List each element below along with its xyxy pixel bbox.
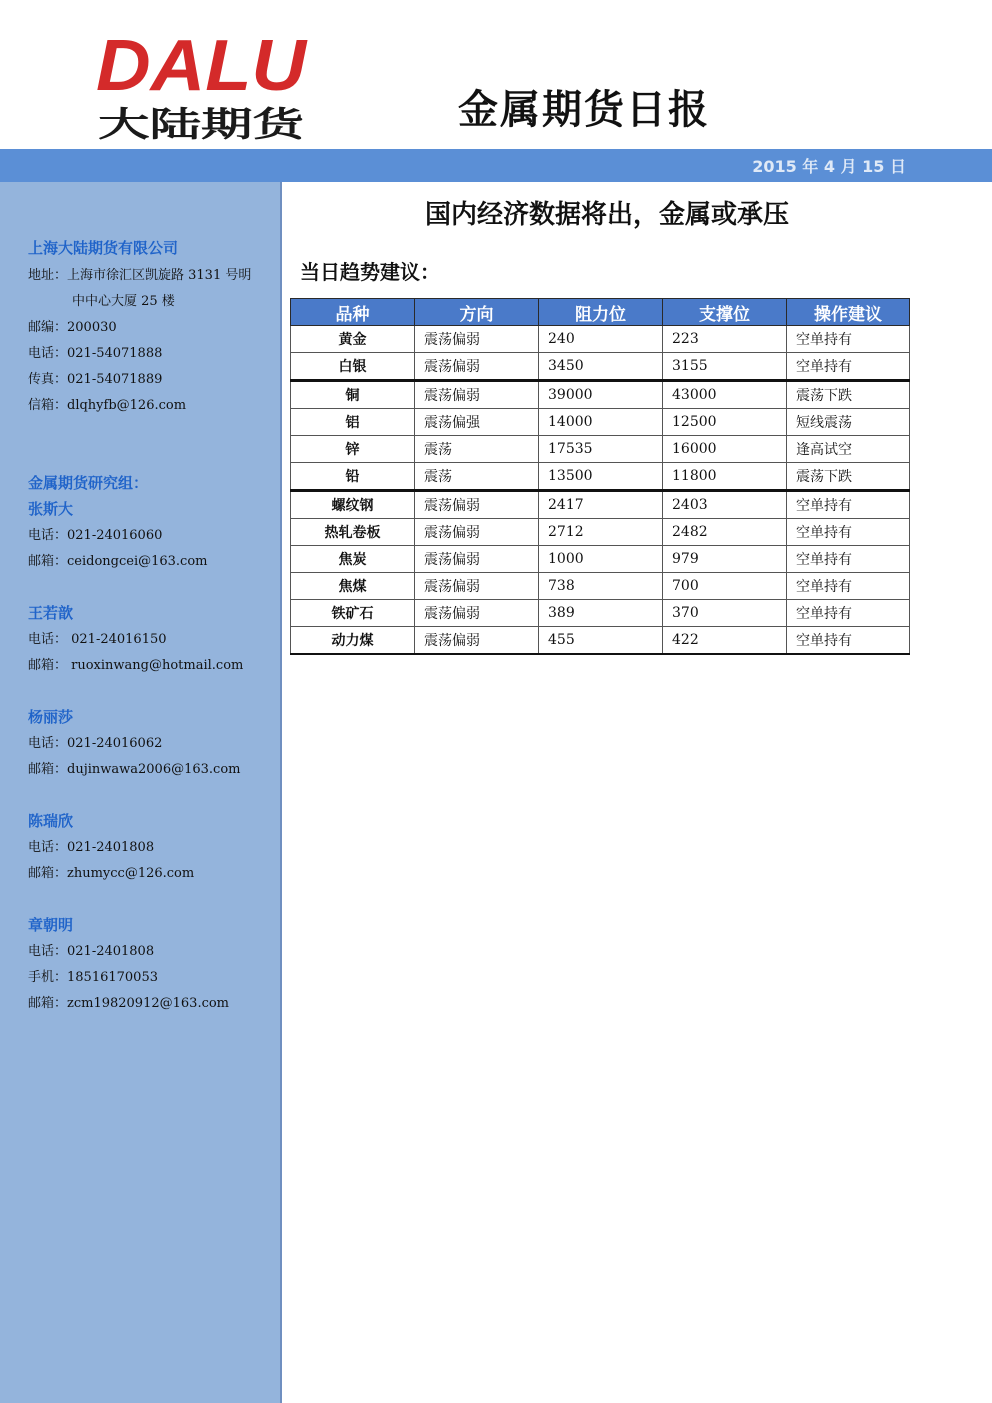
cell-resistance: 13500 [539,463,663,491]
cell-resistance: 2417 [539,491,663,519]
cell-support: 2482 [663,519,787,546]
cell-advice: 空单持有 [787,353,910,381]
cell-support: 370 [663,600,787,627]
cell-support: 11800 [663,463,787,491]
cell-resistance: 738 [539,573,663,600]
cell-direction: 震荡偏弱 [415,381,539,409]
cell-resistance: 14000 [539,409,663,436]
cell-resistance: 39000 [539,381,663,409]
trend-table [290,298,910,655]
cell-advice: 短线震荡 [787,409,910,436]
member-email[interactable]: 邮箱：zcm19820912@163.com [28,996,230,1011]
cell-variety: 黄金 [291,326,415,353]
table-row [291,546,910,573]
cell-support: 223 [663,326,787,353]
table-row [291,573,910,600]
header-advice: 操作建议 [787,299,910,326]
company-name: 上海大陆期货有限公司 [28,239,179,257]
company-logo [94,24,310,142]
member-email[interactable]: 邮箱：zhumycc@126.com [28,866,195,881]
member-name: 陈瑞欣 [28,812,74,830]
cell-advice: 震荡下跌 [787,463,910,491]
cell-variety: 白银 [291,353,415,381]
member-name: 杨丽莎 [28,708,74,726]
cell-variety: 焦煤 [291,573,415,600]
cell-direction: 震荡偏弱 [415,491,539,519]
cell-direction: 震荡 [415,463,539,491]
cell-advice: 空单持有 [787,326,910,353]
cell-variety: 铜 [291,381,415,409]
cell-support: 12500 [663,409,787,436]
cell-direction: 震荡偏弱 [415,326,539,353]
cell-resistance: 2712 [539,519,663,546]
cell-resistance: 3450 [539,353,663,381]
member-phone: 电话：021-24016062 [28,736,163,751]
report-title: 金属期货日报 [458,87,710,133]
member-phone: 电话：021-2401808 [28,840,155,855]
table-row [291,326,910,353]
table-header-row [291,299,910,326]
table-row [291,600,910,627]
table-row [291,436,910,463]
cell-variety: 锌 [291,436,415,463]
member-email[interactable]: 邮箱： ruoxinwang@hotmail.com [28,658,244,673]
cell-support: 979 [663,546,787,573]
cell-variety: 铁矿石 [291,600,415,627]
cell-variety: 铅 [291,463,415,491]
cell-support: 43000 [663,381,787,409]
cell-advice: 逢高试空 [787,436,910,463]
phone: 电话：021-54071888 [28,346,163,361]
cell-resistance: 1000 [539,546,663,573]
cell-direction: 震荡偏强 [415,409,539,436]
member-name: 王若歆 [28,604,74,622]
table-row [291,409,910,436]
cell-advice: 空单持有 [787,573,910,600]
report-date: 2015 年 4 月 15 日 [752,157,906,176]
cell-resistance: 17535 [539,436,663,463]
fax: 传真：021-54071889 [28,372,163,387]
cell-variety: 动力煤 [291,627,415,655]
cell-resistance: 389 [539,600,663,627]
member-phone: 电话：021-2401808 [28,944,155,959]
cell-advice: 空单持有 [787,600,910,627]
table-row [291,491,910,519]
cell-support: 422 [663,627,787,655]
cell-support: 2403 [663,491,787,519]
cell-variety: 热轧卷板 [291,519,415,546]
table-row [291,519,910,546]
address-line-2: 中中心大厦 25 楼 [72,294,175,309]
research-group-title: 金属期货研究组： [28,474,149,492]
cell-direction: 震荡 [415,436,539,463]
cell-advice: 震荡下跌 [787,381,910,409]
email[interactable]: 信箱：dlqhyfb@126.com [28,398,187,413]
member-email[interactable]: 邮箱：ceidongcei@163.com [28,554,208,569]
cell-advice: 空单持有 [787,627,910,655]
header-direction: 方向 [415,299,539,326]
cell-advice: 空单持有 [787,546,910,573]
postcode: 邮编：200030 [28,320,117,335]
contact-sidebar [0,182,282,1403]
cell-direction: 震荡偏弱 [415,573,539,600]
member-phone: 电话：021-24016060 [28,528,163,543]
cell-resistance: 455 [539,627,663,655]
cell-support: 16000 [663,436,787,463]
address-line-1: 地址：上海市徐汇区凯旋路 3131 号明 [28,268,252,283]
table-row [291,353,910,381]
member-mobile: 手机：18516170053 [28,970,158,985]
cell-support: 3155 [663,353,787,381]
cell-variety: 焦炭 [291,546,415,573]
date-band [0,149,992,182]
cell-advice: 空单持有 [787,519,910,546]
cell-resistance: 240 [539,326,663,353]
cell-direction: 震荡偏弱 [415,519,539,546]
member-phone: 电话： 021-24016150 [28,632,167,647]
header-resistance: 阻力位 [539,299,663,326]
cell-advice: 空单持有 [787,491,910,519]
cell-direction: 震荡偏弱 [415,627,539,655]
header-variety: 品种 [291,299,415,326]
member-name: 张斯大 [28,500,74,518]
header-support: 支撑位 [663,299,787,326]
cell-direction: 震荡偏弱 [415,546,539,573]
cell-variety: 铝 [291,409,415,436]
cell-direction: 震荡偏弱 [415,600,539,627]
cell-direction: 震荡偏弱 [415,353,539,381]
cell-support: 700 [663,573,787,600]
logo-wordmark: DALU [96,26,309,106]
cell-variety: 螺纹钢 [291,491,415,519]
table-row [291,381,910,409]
report-headline: 国内经济数据将出，金属或承压 [424,200,789,230]
logo-subtitle: 大陆期货 [98,105,308,142]
table-row [291,627,910,655]
member-email[interactable]: 邮箱：dujinwawa2006@163.com [28,762,241,777]
member-name: 章朝明 [28,916,74,934]
section-title: 当日趋势建议： [300,260,440,284]
table-row [291,463,910,491]
